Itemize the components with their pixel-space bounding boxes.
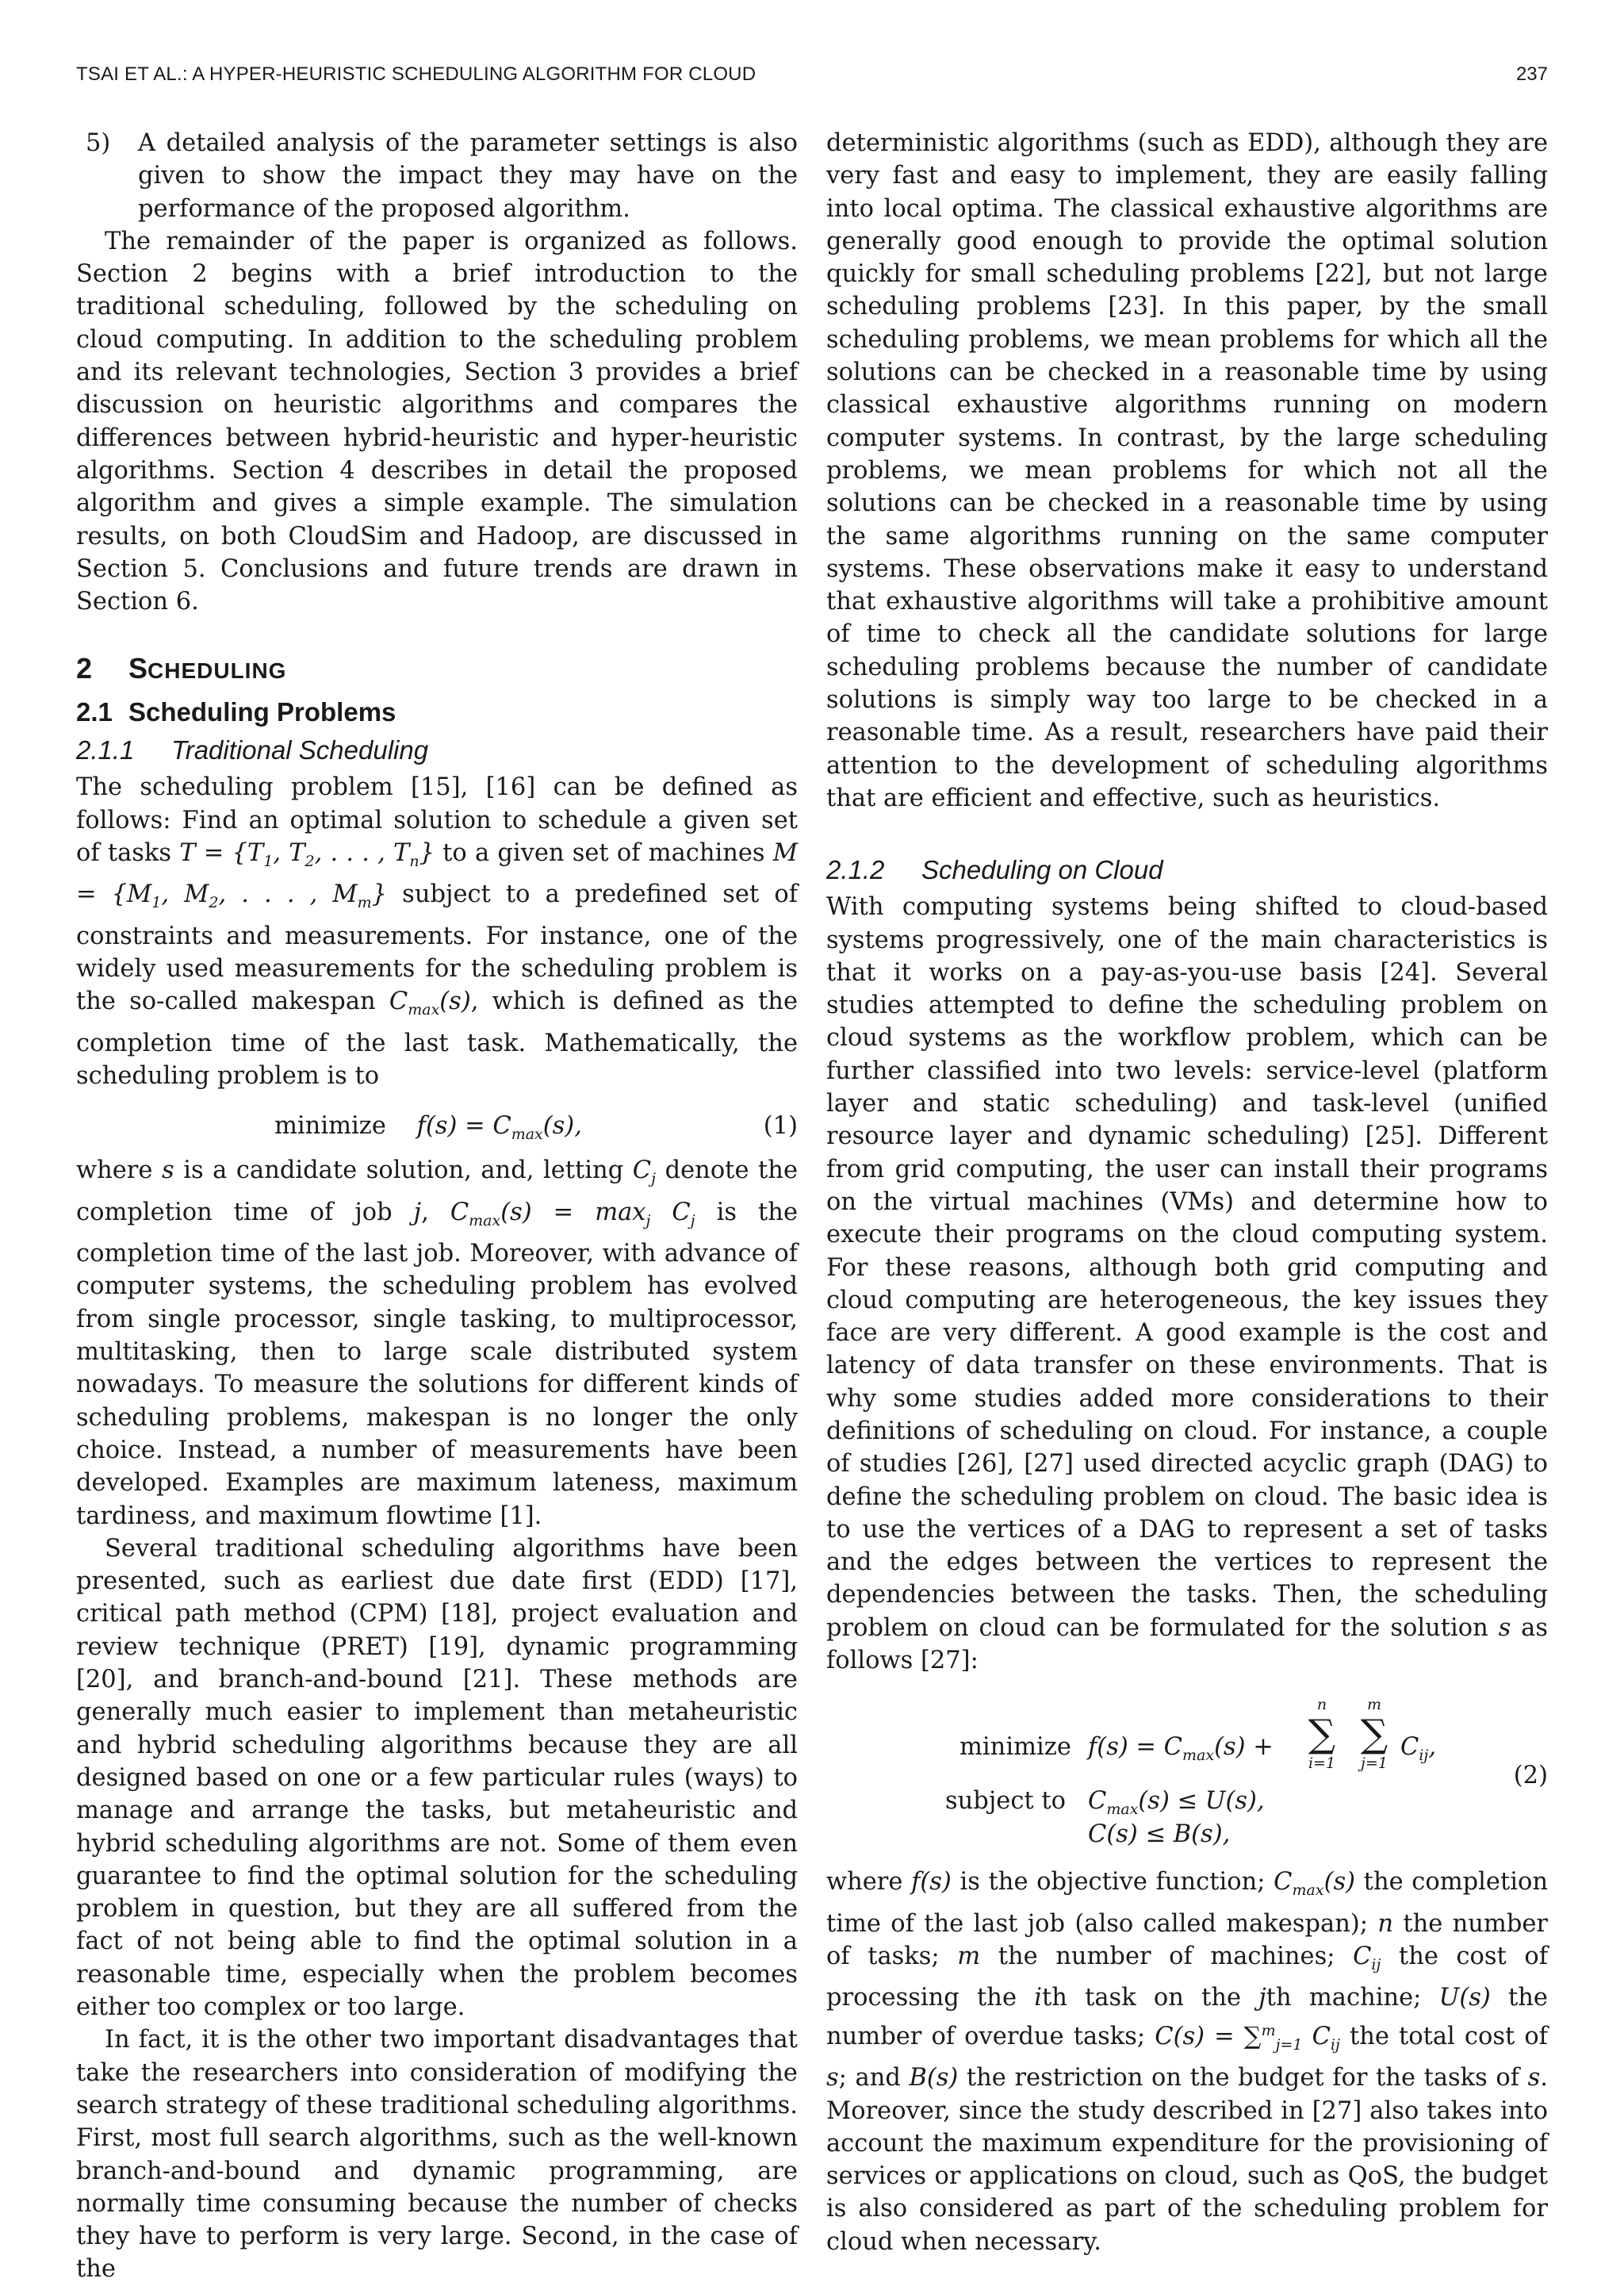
subsubsection-heading-cloud bbox=[826, 853, 1548, 888]
running-title: TSAI ET AL.: A HYPER-HEURISTIC SCHEDULING ALGORITHM FOR CLOUD bbox=[76, 63, 756, 85]
paragraph-where: where s is a candidate solution, and, letting $C_j$ denote the completion time of job j, $C_{max}(s) = \max_j C_j$ is the completion time of the last job. Moreover, with advance of computer systems, the scheduling problem has evolved from single processor, single tasking, to multiprocessor, multitasking, then to large scale distributed system nowadays. To measure the solutions for different kinds of scheduling problems, makespan is no longer the only choice. Instead, a number of measurements have been developed. Examples are maximum lateness, maximum tardiness, and maximum flowtime [1]. bbox=[76, 1156, 799, 1530]
eq2-sum-i: n ∑ i=1 bbox=[1308, 1696, 1336, 1773]
section-title-rest: CHEDULING bbox=[147, 658, 287, 684]
list-item bbox=[76, 127, 798, 225]
paragraph-cloud-scheduling: With computing systems being shifted to cloud-based systems progressively, one of the main characteristics is that it works on a pay-as-you-use basis [24]. Several studies attempted to define the scheduling problem on cloud systems as the workflow problem, which can be further classified into two levels: service-level (platform layer and static scheduling) and task-level (unified resource layer and dynamic scheduling) [25]. Different from grid computing, the user can install their programs on the virtual machines (VMs) and determine how to execute their programs on the cloud computing system. For these reasons, although both grid computing and cloud computing are heterogeneous, the key issues they face are very different. A good example is the cost and latency of data transfer on these environments. That is why some studies added more considerations to their definitions of scheduling on cloud. For instance, a couple of studies [26], [27] used directed acyclic graph (DAG) to define the scheduling problem on cloud. The basic idea is to use the vertices of a DAG to represent a set of tasks and the edges between the vertices to represent the dependencies between the tasks. Then, the scheduling problem on cloud can be formulated for the solution s as follows [27]: bbox=[826, 893, 1548, 1675]
subsection-heading-scheduling-problems bbox=[76, 695, 798, 730]
eq1-objective: $f(s) = C_{max}(s)$, bbox=[416, 1112, 582, 1144]
paragraph-definition: The scheduling problem [15], [16] can be defined as follows: Find an optimal solution to schedule a given set of tasks $T = \{T_1$, $T_2$, . . . , $T_n$} to a given set of machines $M = \{M_1$, $M_2$, . . . , $M_m$} subject to a predefined set of constraints and measurements. For instance, one of the widely used measurements for the scheduling problem is the so-called makespan $C_{max}(s)$, which is defined as the completion time of the last task. Mathematically, the scheduling problem is to bbox=[76, 773, 798, 1091]
paragraph-traditional-algorithms: Several traditional scheduling algorithms have been presented, such as earliest due date first (EDD) [17], critical path method (CPM) [18], project evaluation and review technique (PRET) [19], dynamic programming [20], and branch-and-bound [21]. These methods are generally much easier to implement than metaheuristic and hybrid scheduling algorithms because they are all designed based on one or a few particular rules (ways) to manage and arrange the tasks, but metaheuristic and hybrid scheduling algorithms are not. Some of them even guarantee to find the optimal solution for the scheduling problem in question, but they are all suffered from the fact of not being able to find the optimal solution in a reasonable time, especially when the problem becomes either too complex or too large. bbox=[76, 1534, 798, 2022]
math-machine-set: $M = \{M_1$, $M_2$, . . . , $M_m$} bbox=[76, 839, 798, 912]
eq2-minimize: minimize bbox=[959, 1733, 1071, 1762]
equation-1-number: (1) bbox=[763, 1112, 798, 1141]
subsection-title: Scheduling Problems bbox=[128, 697, 396, 727]
subsubsection-heading-traditional bbox=[76, 733, 798, 768]
paragraph-organization: The remainder of the paper is organized as follows. Section 2 begins with a brief introduction to the traditional scheduling, followed by the scheduling on cloud computing. In addition to the scheduling problem and its relevant technologies, Section 3 provides a brief discussion on heuristic algorithms and compares the differences between hybrid-heuristic and hyper-heuristic algorithms. Section 4 describes in detail the proposed algorithm and gives a simple example. The simulation results, on both CloudSim and Hadoop, are discussed in Section 5. Conclusions and future trends are drawn in Section 6. bbox=[76, 227, 798, 616]
subsubsection-title: Scheduling on Cloud bbox=[921, 855, 1163, 885]
eq2-constraint-2: C(s) ≤ B(s), bbox=[1088, 1820, 1231, 1849]
eq2-objective: $f(s) = C_{max}(s)$ + bbox=[1088, 1733, 1274, 1765]
math-task-set: $T = \{T_1$, $T_2$, . . . , $T_n$} bbox=[179, 839, 435, 871]
eq2-cost-term: $C_{ij}$, bbox=[1400, 1733, 1437, 1765]
eq2-subject-to: subject to bbox=[945, 1787, 1066, 1816]
page-header bbox=[76, 63, 1548, 95]
equation-2-number: (2) bbox=[1513, 1762, 1548, 1790]
subsection-number: 2.1 bbox=[76, 697, 113, 727]
subsubsection-title: Traditional Scheduling bbox=[171, 735, 429, 765]
left-column bbox=[76, 127, 798, 2286]
section-heading-scheduling bbox=[76, 651, 798, 688]
paragraph-variables: where f(s) is the objective function; $C_{max}(s)$ the completion time of the last job (also called makespan); n the number of tasks; m the number of machines; $C_{ij}$ the cost of processing the ith task on the jth machine; U(s) the number of overdue tasks; C(s) = ∑$^m_{j=1}$ $C_{ij}$ the total cost of s; and B(s) the restriction on the budget for the tasks of s. Moreover, since the study described in [27] also takes into account the maximum expenditure for the provisioning of services or applications on cloud, such as QoS, the budget is also considered as part of the scheduling problem for cloud when necessary. bbox=[826, 1868, 1549, 2256]
section-number: 2 bbox=[76, 652, 93, 685]
eq1-minimize: minimize bbox=[274, 1112, 386, 1141]
paragraph-continuation: deterministic algorithms (such as EDD), although they are very fast and easy to implement, they are easily falling into local optima. The classical exhaustive algorithms are generally good enough to provide the optimal solution quickly for small scheduling problems [22], but not large scheduling problems [23]. In this paper, by the small scheduling problems, we mean problems for which all the solutions can be checked in a reasonable time by using classical exhaustive algorithms running on modern computer systems. In contrast, by the large scheduling problems, we mean problems for which not all the solutions can be checked in a reasonable time by using the same algorithms running on the same computer systems. These observations make it easy to understand that exhaustive algorithms will take a prohibitive amount of time to check all the candidate solutions for large scheduling problems because the number of candidate solutions is simply way too large to be checked in a reasonable time. As a result, researchers have paid their attention to the development of scheduling algorithms that are efficient and effective, such as heuristics. bbox=[826, 129, 1548, 812]
equation-2 bbox=[826, 1696, 1548, 1851]
list-item-text: A detailed analysis of the parameter settings is also given to show the impact they may have on the performance of the proposed algorithm. bbox=[138, 129, 798, 223]
equation-1 bbox=[76, 1103, 798, 1148]
subsubsection-number: 2.1.2 bbox=[826, 855, 885, 885]
eq2-constraint-1: $C_{max}(s) \le U(s)$, bbox=[1088, 1787, 1265, 1819]
right-column bbox=[826, 127, 1548, 2258]
math-makespan: $C_{max}(s)$ bbox=[389, 988, 471, 1019]
section-title-initial: S bbox=[128, 652, 148, 685]
paragraph-disadvantages: In fact, it is the other two important disadvantages that take the researchers into consideration of modifying the search strategy of these traditional scheduling algorithms. First, most full search algorithms, such as the well-known branch-and-bound and dynamic programming, are normally time consuming because the number of checks they have to perform is very large. Second, in the case of the bbox=[76, 2026, 798, 2284]
list-item-number: 5) bbox=[86, 129, 111, 157]
eq2-sum-j: m ∑ j=1 bbox=[1360, 1696, 1388, 1773]
page-number: 237 bbox=[1515, 63, 1548, 85]
equation-1-body bbox=[274, 1110, 582, 1151]
subsubsection-number: 2.1.1 bbox=[76, 735, 135, 765]
